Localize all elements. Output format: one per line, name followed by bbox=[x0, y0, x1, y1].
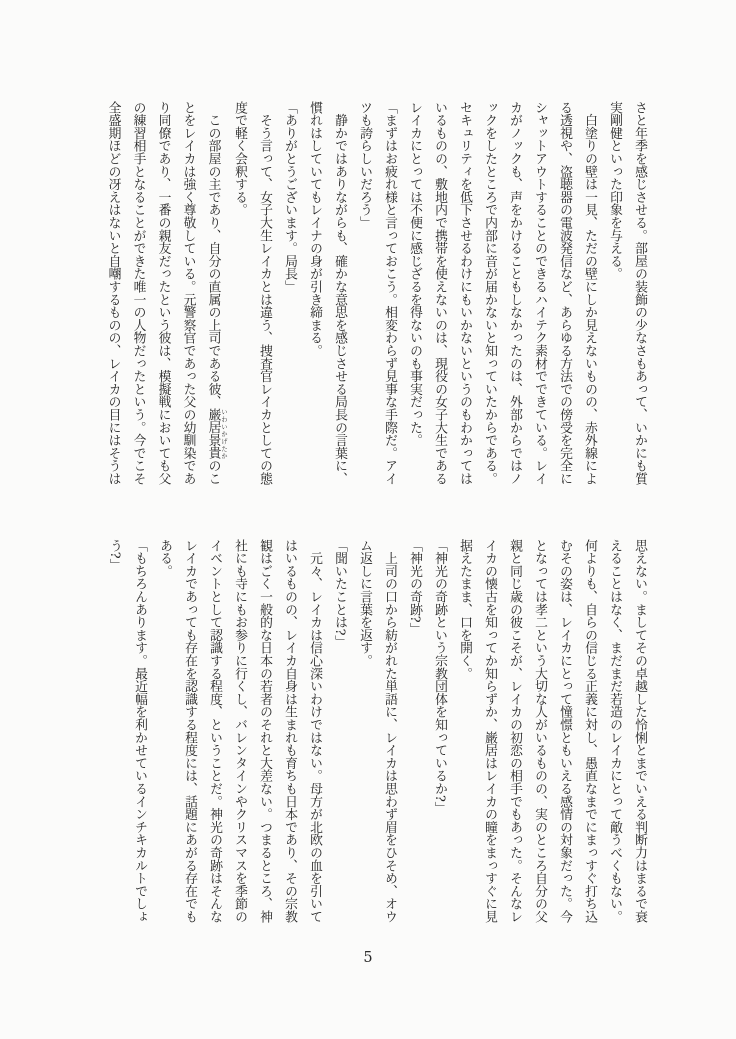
text-line: 「ありがとうございます。局長」 bbox=[282, 101, 297, 293]
text-line: 親と同じ歳の彼こそが、レイカの初恋の相手でもあった。そんなレ bbox=[507, 539, 522, 923]
text-line: 社にも寺にもお参りに行くし、バレンタインやクリスマスを季節の bbox=[232, 539, 247, 923]
text-line: セキュリティを低下させるわけにもいかないというのもわかっては bbox=[457, 101, 472, 485]
text-line: 「もちろんあります。最近幅を利かせているインチキカルトでしょ bbox=[132, 539, 147, 923]
text-line: 「まずはお疲れ様と言っておこう。相変わらず見事な手際だ。アイ bbox=[382, 101, 397, 485]
text-line: そう言って、女子大生レイカとは違う、捜査官レイカとしての態 bbox=[257, 101, 272, 485]
lower-text-block bbox=[102, 539, 652, 925]
text-line: はいるものの、レイカ自身は生まれも育ちも日本であり、その宗教 bbox=[282, 539, 297, 923]
text-line: る透視や、盗聴器の電波発信など、あらゆる方法での傍受を完全に bbox=[557, 101, 572, 485]
text-line: 静かではありながらも、確かな意思を感じさせる局長の言葉に、 bbox=[332, 101, 347, 485]
text-line: とをレイカは強く尊敬している。元警察官であった父の幼馴染であ bbox=[180, 101, 196, 485]
text-line: えることはなく、まだまだ若造のレイカにとって敵うべくもない。 bbox=[607, 539, 622, 923]
text-line: 何よりも、自らの信じる正義に対し、愚直なまでにまっすぐ打ち込 bbox=[582, 539, 597, 923]
text-line: り同僚であり、一番の親友だったという彼は、模擬戦においても父 bbox=[155, 101, 171, 485]
text-line: この部屋の主であり、自分の直属の上司である彼、巌居景貴 いわいかげたかのこ bbox=[205, 101, 227, 486]
text-line: ックをしたところで内部に音が届かないと知っていたからである。 bbox=[482, 101, 497, 485]
text-line: 上司の口から紡がれた単語に、レイカは思わず眉をひそめ、オウ bbox=[382, 539, 397, 923]
text-line: 度で軽く会釈する。 bbox=[232, 101, 247, 217]
text-line: むその姿は、レイカにとって憧憬ともいえる感情の対象だった。今 bbox=[557, 539, 572, 923]
text-line: 白塗りの壁は一見、ただの壁にしか見えないものの、赤外線によ bbox=[582, 101, 597, 485]
text-line: いるものの、敷地内で携帯を使えないのは、現役の女子大生である bbox=[432, 101, 447, 485]
text-line: レイカであっても存在を認識する程度には、話題にあがる存在でも bbox=[182, 539, 197, 923]
text-line: 「神光の奇跡という宗教団体を知っているか?」 bbox=[432, 539, 447, 815]
text-line: イベントとして認識する程度、ということだ。神光の奇跡はそんな bbox=[207, 539, 222, 923]
text-line: レイカにとっては不便に感じざるを得ないのも事実だった。 bbox=[407, 101, 422, 447]
upper-text-block bbox=[101, 101, 653, 487]
text-line: ツも誇らしいだろう」 bbox=[357, 101, 372, 229]
text-line: イカの懐古を知ってか知らずか、巌居はレイカの瞳をまっすぐに見 bbox=[482, 539, 497, 923]
text-line: 実剛健といった印象を与える。 bbox=[607, 101, 622, 281]
furigana-annotated-name: 巌居景貴 いわいかげたか bbox=[205, 408, 227, 460]
text-line: 全盛期ほどの冴えはないと自嘲するものの、レイカの目にはそうは bbox=[105, 101, 121, 485]
text-line: ム返しに言葉を返す。 bbox=[357, 539, 372, 667]
text-line: シャットアウトすることのできるハイテク素材でできている。レイ bbox=[532, 101, 547, 485]
text-line: う?」 bbox=[107, 539, 122, 572]
text-line: カがノックも、声をかけることもしなかったのは、外部からではノ bbox=[507, 101, 522, 485]
text-line: さと年季を感じさせる。部屋の装飾の少なさもあって、いかにも質 bbox=[632, 101, 647, 485]
text-line: ある。 bbox=[157, 539, 172, 578]
text-line: 慣れはしていてもレイナの身が引き締まる。 bbox=[307, 101, 322, 357]
page-number: 5 bbox=[363, 950, 373, 966]
text-line: 「神光の奇跡?」 bbox=[407, 539, 422, 636]
text-line: 観はごく一般的な日本の若者のそれと大差ない。つまるところ、神 bbox=[257, 539, 272, 923]
text-line: となっては孝二という大切な人がいるものの、実のところ自分の父 bbox=[532, 539, 547, 923]
text-line: の練習相手となることができた唯一の人物だったという。今でこそ bbox=[130, 101, 146, 485]
text-line: 据えたまま、口を開く。 bbox=[457, 539, 472, 680]
text-line: 「聞いたことは?」 bbox=[332, 539, 347, 649]
text-line: 元々、レイカは信心深いわけではない。母方が北欧の血を引いて bbox=[307, 539, 322, 923]
text-line: 思えない。ましてその卓越した怜悧とまでいえる判断力はまるで衰 bbox=[632, 539, 647, 923]
